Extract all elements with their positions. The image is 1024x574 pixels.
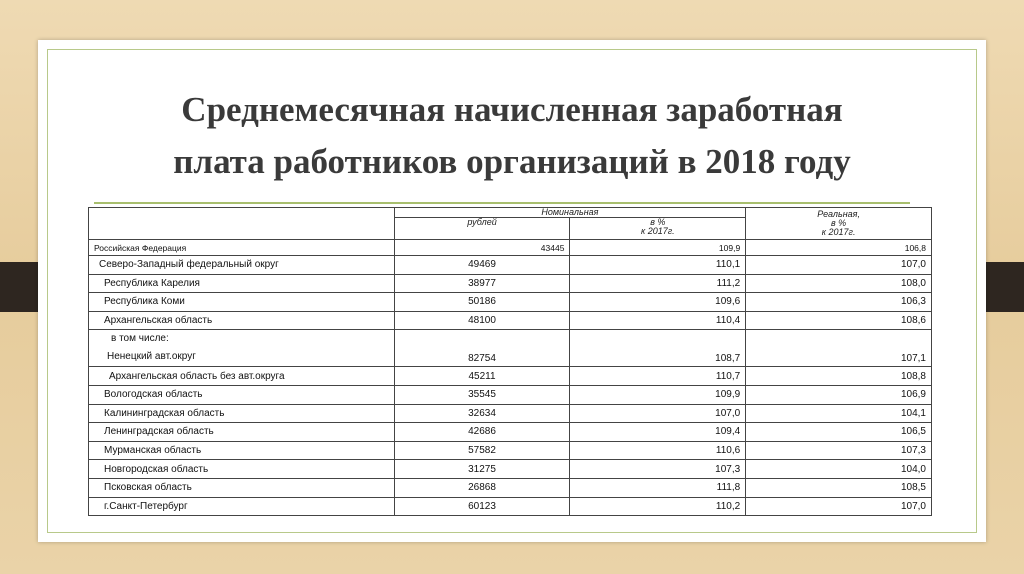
salary-rubles: 31275 bbox=[394, 460, 570, 479]
real-pct: 108,0 bbox=[746, 274, 932, 293]
table-row bbox=[89, 330, 932, 367]
table-row bbox=[89, 311, 932, 330]
table-row bbox=[89, 240, 932, 256]
table-row bbox=[89, 478, 932, 497]
real-pct: 108,6 bbox=[746, 311, 932, 330]
region-name: Республика Коми bbox=[89, 293, 395, 312]
region-name: г.Санкт-Петербург bbox=[89, 497, 395, 516]
real-pct: 106,8 bbox=[746, 240, 932, 256]
salary-rubles: 35545 bbox=[394, 385, 570, 404]
table-row bbox=[89, 423, 932, 442]
header-real bbox=[746, 208, 932, 240]
real-pct: 106,3 bbox=[746, 293, 932, 312]
slide bbox=[38, 40, 986, 542]
table-row bbox=[89, 441, 932, 460]
region-name: Архангельская область bbox=[89, 311, 395, 330]
real-pct: 107,3 bbox=[746, 441, 932, 460]
real-pct: 107,1 bbox=[746, 330, 932, 367]
region-name: Ленинградская область bbox=[89, 423, 395, 442]
header-empty-cell bbox=[89, 208, 395, 240]
region-name: Российская Федерация bbox=[89, 240, 395, 256]
salary-rubles: 48100 bbox=[394, 311, 570, 330]
nominal-pct: 109,4 bbox=[570, 423, 746, 442]
region-name-block bbox=[89, 330, 395, 367]
slide-title bbox=[98, 84, 926, 188]
region-name: Калининградская область bbox=[89, 404, 395, 423]
nominal-pct: 110,7 bbox=[570, 367, 746, 386]
nominal-pct: 110,4 bbox=[570, 311, 746, 330]
table-row bbox=[89, 367, 932, 386]
table-row bbox=[89, 497, 932, 516]
nominal-pct: 110,6 bbox=[570, 441, 746, 460]
real-pct: 107,0 bbox=[746, 256, 932, 275]
salary-rubles: 50186 bbox=[394, 293, 570, 312]
region-name: Республика Карелия bbox=[89, 274, 395, 293]
region-name: Новгородская область bbox=[89, 460, 395, 479]
real-pct: 104,0 bbox=[746, 460, 932, 479]
region-name: Северо-Западный федеральный округ bbox=[89, 256, 395, 275]
title-line-2: плата работников организаций в 2018 году bbox=[173, 142, 851, 181]
region-name: Архангельская область без авт.округа bbox=[89, 367, 395, 386]
region-name: Ненецкий авт.округ bbox=[107, 351, 196, 363]
table-row bbox=[89, 256, 932, 275]
salary-rubles: 60123 bbox=[394, 497, 570, 516]
salary-rubles: 32634 bbox=[394, 404, 570, 423]
nominal-pct: 109,9 bbox=[570, 240, 746, 256]
salary-rubles: 49469 bbox=[394, 256, 570, 275]
real-pct: 106,5 bbox=[746, 423, 932, 442]
table-row bbox=[89, 404, 932, 423]
header-rubles: рублей bbox=[394, 218, 570, 240]
header-pct-line1: в % bbox=[650, 217, 666, 227]
salary-rubles: 82754 bbox=[394, 330, 570, 367]
header-row-1 bbox=[89, 208, 932, 218]
real-pct: 108,8 bbox=[746, 367, 932, 386]
nominal-pct: 107,3 bbox=[570, 460, 746, 479]
salary-rubles: 42686 bbox=[394, 423, 570, 442]
accent-line bbox=[94, 202, 910, 204]
sub-heading: в том числе: bbox=[111, 333, 169, 345]
region-name: Вологодская область bbox=[89, 385, 395, 404]
salary-table bbox=[88, 207, 932, 516]
real-pct: 107,0 bbox=[746, 497, 932, 516]
table-row bbox=[89, 385, 932, 404]
nominal-pct: 107,0 bbox=[570, 404, 746, 423]
header-real-line1: Реальная, bbox=[817, 209, 860, 219]
title-line-1: Среднемесячная начисленная заработная bbox=[181, 90, 843, 129]
table-row bbox=[89, 293, 932, 312]
table-row bbox=[89, 460, 932, 479]
real-pct: 108,5 bbox=[746, 478, 932, 497]
real-pct: 106,9 bbox=[746, 385, 932, 404]
nominal-pct: 108,7 bbox=[570, 330, 746, 367]
region-name: Мурманская область bbox=[89, 441, 395, 460]
nominal-pct: 109,6 bbox=[570, 293, 746, 312]
salary-rubles: 38977 bbox=[394, 274, 570, 293]
salary-rubles: 57582 bbox=[394, 441, 570, 460]
table-row bbox=[89, 274, 932, 293]
salary-rubles: 43445 bbox=[394, 240, 570, 256]
header-pct-line2: к 2017г. bbox=[640, 226, 675, 236]
real-pct: 104,1 bbox=[746, 404, 932, 423]
nominal-pct: 109,9 bbox=[570, 385, 746, 404]
nominal-pct: 111,2 bbox=[570, 274, 746, 293]
header-real-line2: в % bbox=[830, 218, 847, 228]
header-pct bbox=[570, 218, 746, 240]
header-nominal: Номинальная bbox=[394, 208, 746, 218]
salary-rubles: 45211 bbox=[394, 367, 570, 386]
nominal-pct: 110,2 bbox=[570, 497, 746, 516]
nominal-pct: 110,1 bbox=[570, 256, 746, 275]
header-real-line3: к 2017г. bbox=[821, 227, 856, 237]
nominal-pct: 111,8 bbox=[570, 478, 746, 497]
salary-rubles: 26868 bbox=[394, 478, 570, 497]
region-name: Псковская область bbox=[89, 478, 395, 497]
